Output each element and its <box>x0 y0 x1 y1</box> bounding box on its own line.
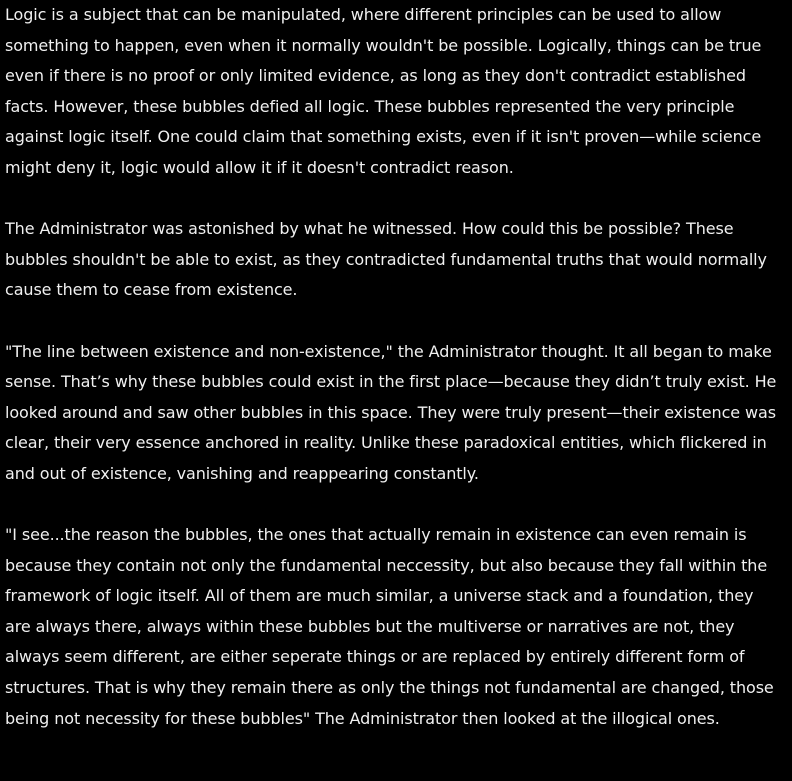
paragraph-bubbles-reason: "I see...the reason the bubbles, the ones that actually remain in existence can even remain is because they contain not only the fundamental neccessity, but also because they fall within the framework of logic itself. All of them are much similar, a universe stack and a foundation, they are always there, always within these bubbles but the multiverse or narratives are not, they always seem different, are either seperate things or are replaced by entirely different form of structures. That is why they remain there as only the things not fundamental are changed, those being not necessity for these bubbles" The Administrator then looked at the illogical ones. <box>5 525 774 728</box>
paragraph-logic-intro: Logic is a subject that can be manipulated, where different principles can be used to allow something to happen, even when it normally wouldn't be possible. Logically, things can be true even if there is no proof or only limited evidence, as long as they don't contradict established facts. However, these bubbles defied all logic. These bubbles represented the very principle against logic itself. One could claim that something exists, even if it isn't proven—while science might deny it, logic would allow it if it doesn't contradict reason. <box>5 5 762 177</box>
paragraph-existence-line: "The line between existence and non-existence," the Administrator thought. It all began to make sense. That’s why these bubbles could exist in the first place—because they didn’t truly exist. He looked around and saw other bubbles in this space. They were truly present—their existence was clear, their very essence anchored in reality. Unlike these paradoxical entities, which flickered in and out of existence, vanishing and reappearing constantly. <box>5 341 777 483</box>
paragraph-administrator-astonished: The Administrator was astonished by what he witnessed. How could this be possible? These bubbles shouldn't be able to exist, as they contradicted fundamental truths that would normally cause them to cease from existence. <box>5 219 767 300</box>
